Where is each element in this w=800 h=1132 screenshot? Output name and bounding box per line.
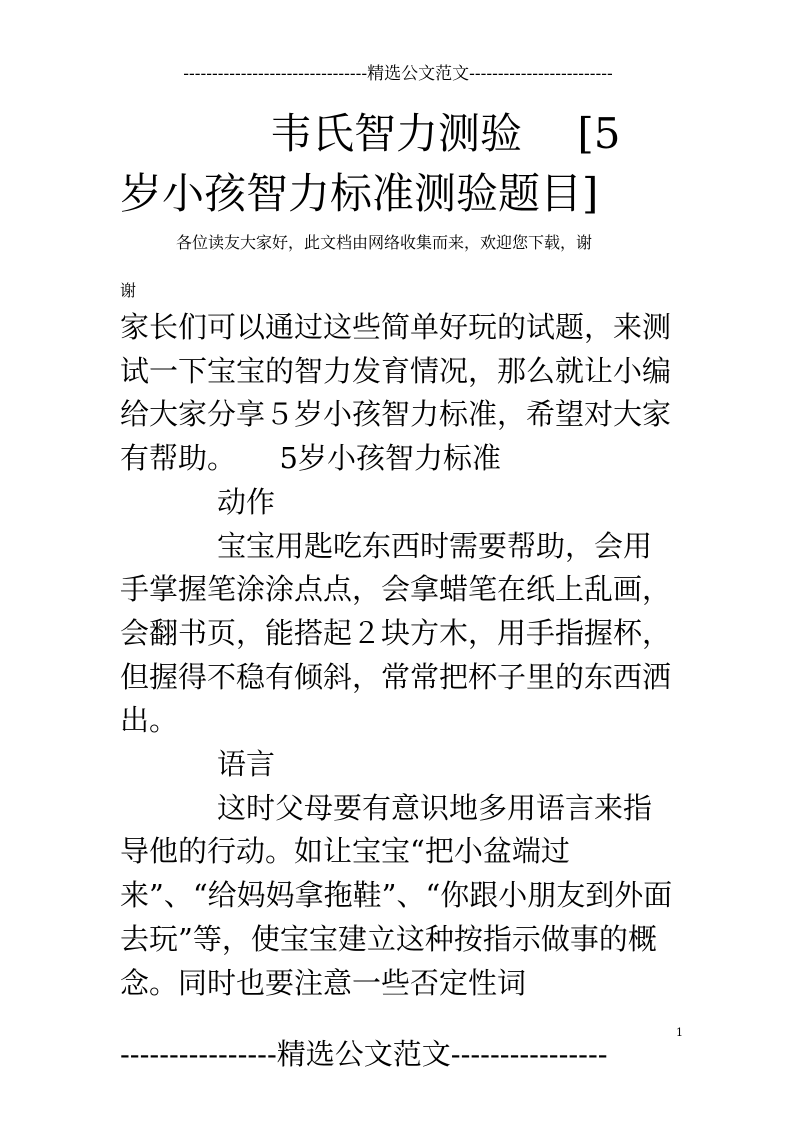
greeting-line-1: 各位读友大家好，此文档由网络收集而来，欢迎您下载，谢	[176, 233, 593, 252]
document-body	[120, 306, 676, 1005]
page-number: 1	[676, 1026, 683, 1039]
greeting-note	[120, 232, 676, 302]
document-title	[120, 104, 680, 224]
title-line-2: 岁小孩智力标准测验题目]	[120, 169, 599, 218]
section-heading-language: 语言	[217, 747, 276, 782]
section-heading-motion: 动作	[217, 484, 276, 519]
intro-paragraph: 家长们可以通过这些简单好玩的试题，来测试一下宝宝的智力发育情况，那么就让小编给大家分享５岁小孩智力标准，希望对大家有帮助。 5岁小孩智力标准	[120, 310, 672, 476]
page-footer: ----------------精选公文范文----------------	[120, 1037, 608, 1071]
motion-paragraph: 宝宝用匙吃东西时需要帮助，会用手掌握笔涂涂点点，会拿蜡笔在纸上乱画，会翻书页，能搭起２块方木，用手指握杯，但握得不稳有倾斜，常常把杯子里的东西洒出。	[120, 528, 672, 738]
page-header: --------------------------------精选公文范文-------------------------	[183, 64, 613, 84]
title-line-1: 韦氏智力测验 [5	[270, 109, 621, 158]
greeting-line-2: 谢	[120, 281, 137, 300]
language-paragraph: 这时父母要有意识地多用语言来指导他的行动。如让宝宝“把小盆端过来”、“给妈妈拿拖鞋”、“你跟小朋友到外面去玩”等，使宝宝建立这种按指示做事的概念。同时也要注意一些否定性词	[120, 790, 673, 1000]
